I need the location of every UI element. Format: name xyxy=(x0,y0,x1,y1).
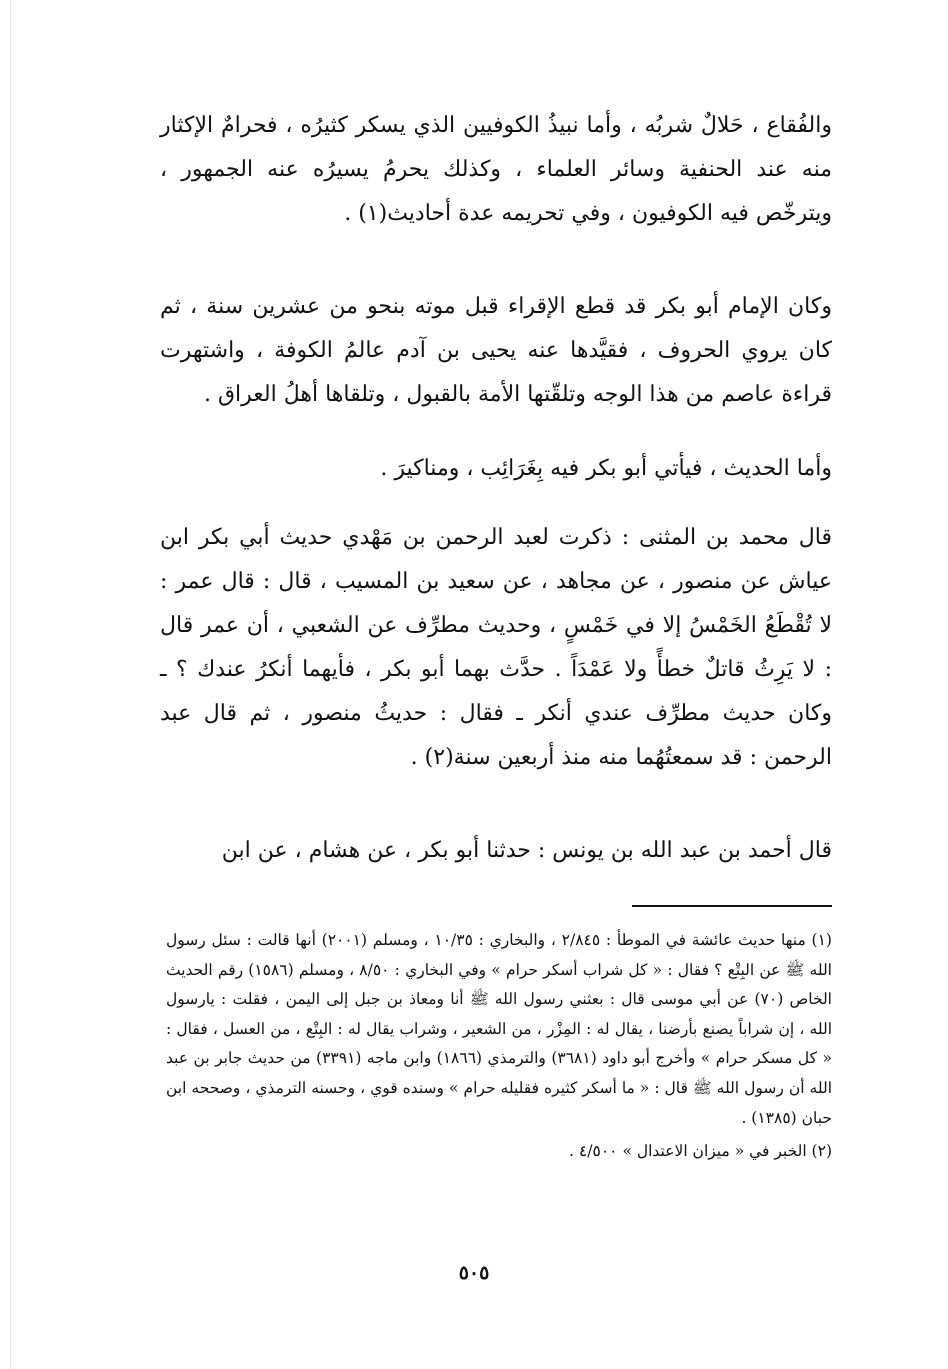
paragraph-3-text: وأما الحديث ، فيأتي أبو بكر فيه بِغَرَائِب ، ومناكيرَ . xyxy=(380,456,832,481)
paragraph-5-text: قال أحمد بن عبد الله بن يونس : حدثنا أبو بكر ، عن هشام ، عن ابن xyxy=(221,838,832,863)
footnote-2: (٢) الخبر في « ميزان الاعتدال » ٤/٥٠٠ . xyxy=(569,1142,832,1161)
paragraph-3 xyxy=(160,447,832,491)
footnote-1: (١) منها حديث عائشة في الموطأ : ٢/٨٤٥ ، والبخاري : ١٠/٣٥ ، ومسلم (٢٠٠١) أنها قالت : سئل رسول الله ﷺ عن البِتْع ؟ فقال : « كل شراب أسكر حرام » وفي البخاري : ٨/٥٠ ، ومسلم (١٥٨٦) رقم الحديث الخاص (٧٠) عن أبي موسى قال : بعثني رسول الله ﷺ أنا ومعاذ بن جبل إلى اليمن ، فقلت : يارسول الله ، إن شراباً يصنع بأرضنا ، يقال له : المِزْر ، من الشعير ، وشراب يقال له : البِتْع ، من العسل ، فقال : « كل مسكر حرام » وأخرج أبو داود (٣٦٨١) والترمذي (١٨٦٦) وابن ماجه (٣٣٩١) من حديث جابر بن عبد الله أن رسول الله ﷺ قال : « ما أسكر كثيره فقليله حرام » وسنده قوي ، وحسنه الترمذي ، وصححه ابن حبان (١٣٨٥) . xyxy=(166,931,833,1127)
paragraph-2-text: وكان الإمام أبو بكر قد قطع الإقراء قبل موته بنحو من عشرين سنة ، ثم كان يروي الحروف ، فقيَّدها عنه يحيى بن آدم عالمُ الكوفة ، واشتهرت قراءة عاصم من هذا الوجه وتلقّتها الأمة بالقبول ، وتلقاها أهلُ العراق . xyxy=(160,294,832,407)
paragraph-1-text: والفُقاع ، حَلالٌ شربُه ، وأما نبيذُ الكوفيين الذي يسكر كثيرُه ، فحرامٌ الإكثار منه عند الحنفية وسائر العلماء ، وكذلك يحرمُ يسيرُه عنه الجمهور ، ويترخّص فيه الكوفيون ، وفي تحريمه عدة أحاديث(١) . xyxy=(160,113,832,226)
footnote-separator xyxy=(632,905,832,907)
paragraph-1 xyxy=(160,104,832,236)
page-number: ٥٠٥ xyxy=(458,1262,490,1284)
paragraph-5 xyxy=(160,829,832,873)
paragraph-4 xyxy=(160,516,832,780)
paragraph-2 xyxy=(160,285,832,417)
scan-edge-line xyxy=(10,0,11,1369)
paragraph-4-text: قال محمد بن المثنى : ذكرت لعبد الرحمن بن مَهْدي حديث أبي بكر ابن عياش عن منصور ، عن مجاهد ، عن سعيد بن المسيب ، قال : قال عمر : لا تُقْطَعُ الخَمْسُ إلا في خَمْسٍ ، وحديث مطرِّف عن الشعبي ، أن عمر قال : لا يَرِثُ قاتلٌ خطأً ولا عَمْدَاً . حدَّث بهما أبو بكر ، فأيهما أنكرُ عندك ؟ ـ وكان حديث مطرِّف عندي أنكر ـ فقال : حديثُ منصور ، ثم قال عبد الرحمن : قد سمعتُهُما منه منذ أربعين سنة(٢) . xyxy=(160,525,832,770)
footnotes xyxy=(166,926,832,1167)
